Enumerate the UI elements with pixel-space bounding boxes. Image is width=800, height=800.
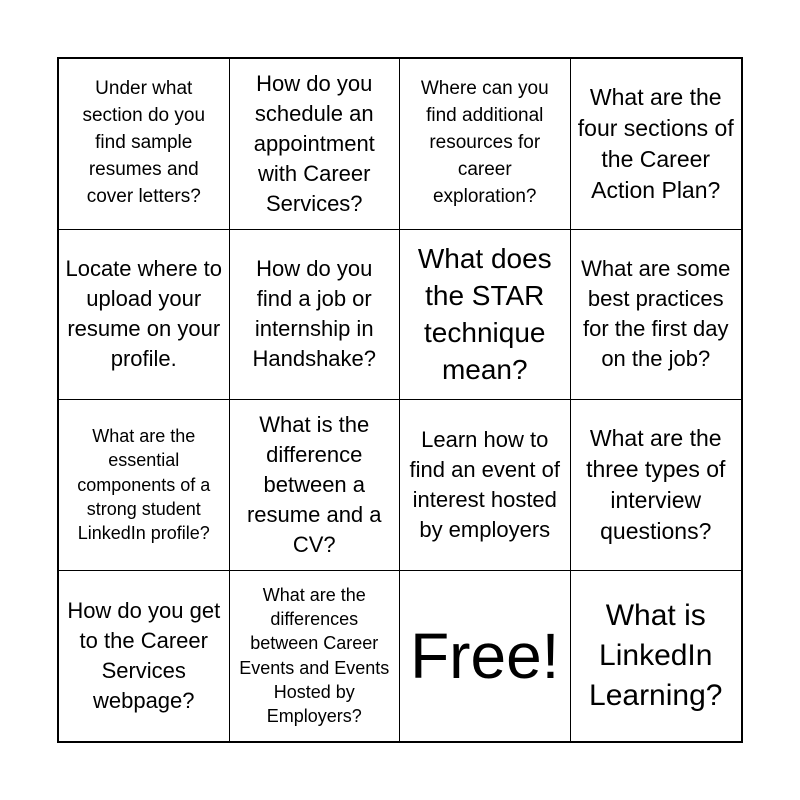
bingo-cell[interactable] xyxy=(400,59,571,230)
bingo-cell-text: How do you schedule an appointment with Career Services? xyxy=(253,70,375,216)
bingo-cell[interactable] xyxy=(571,59,742,230)
bingo-cell-text: What are some best practices for the first day on the job? xyxy=(581,256,731,372)
bingo-cell[interactable] xyxy=(400,230,571,401)
bingo-cell[interactable] xyxy=(571,571,742,742)
bingo-cell[interactable] xyxy=(59,59,230,230)
bingo-cell[interactable] xyxy=(230,59,401,230)
bingo-cell-text: What are the essential components of a strong student LinkedIn profile? xyxy=(77,426,211,544)
bingo-cell[interactable] xyxy=(571,400,742,571)
bingo-cell-text: Where can you find additional resources for career exploration? xyxy=(420,78,549,208)
bingo-cell-text: What are the four sections of the Career Action Plan? xyxy=(577,84,734,203)
bingo-cell-text: What are the three types of interview questions? xyxy=(586,425,726,544)
bingo-cell-text: What are the differences between Career Events and Events Hosted by Employers? xyxy=(239,584,390,727)
bingo-board xyxy=(57,57,743,743)
bingo-cell[interactable] xyxy=(230,571,401,742)
bingo-cell-text: How do you find a job or internship in Handshake? xyxy=(252,256,377,372)
bingo-cell-text: Under what section do you find sample resumes and cover letters? xyxy=(82,78,206,208)
bingo-cell[interactable] xyxy=(59,400,230,571)
bingo-cell-text: Learn how to find an event of interest hosted by employers xyxy=(409,426,560,542)
bingo-cell[interactable] xyxy=(230,230,401,401)
bingo-free-space-text: Free! xyxy=(410,619,560,692)
bingo-cell-text: What is LinkedIn Learning? xyxy=(589,598,723,712)
bingo-cell-text: Locate where to upload your resume on your profile. xyxy=(65,256,223,372)
bingo-cell-text: How do you get to the Career Services webpage? xyxy=(67,597,221,713)
bingo-cell[interactable] xyxy=(59,571,230,742)
bingo-cell[interactable] xyxy=(400,400,571,571)
bingo-free-space[interactable] xyxy=(400,571,571,742)
bingo-cell-text: What is the difference between a resume and a CV? xyxy=(246,411,382,557)
bingo-cell[interactable] xyxy=(230,400,401,571)
bingo-cell[interactable] xyxy=(59,230,230,401)
bingo-cell[interactable] xyxy=(571,230,742,401)
bingo-cell-text: What does the STAR technique mean? xyxy=(417,242,552,386)
